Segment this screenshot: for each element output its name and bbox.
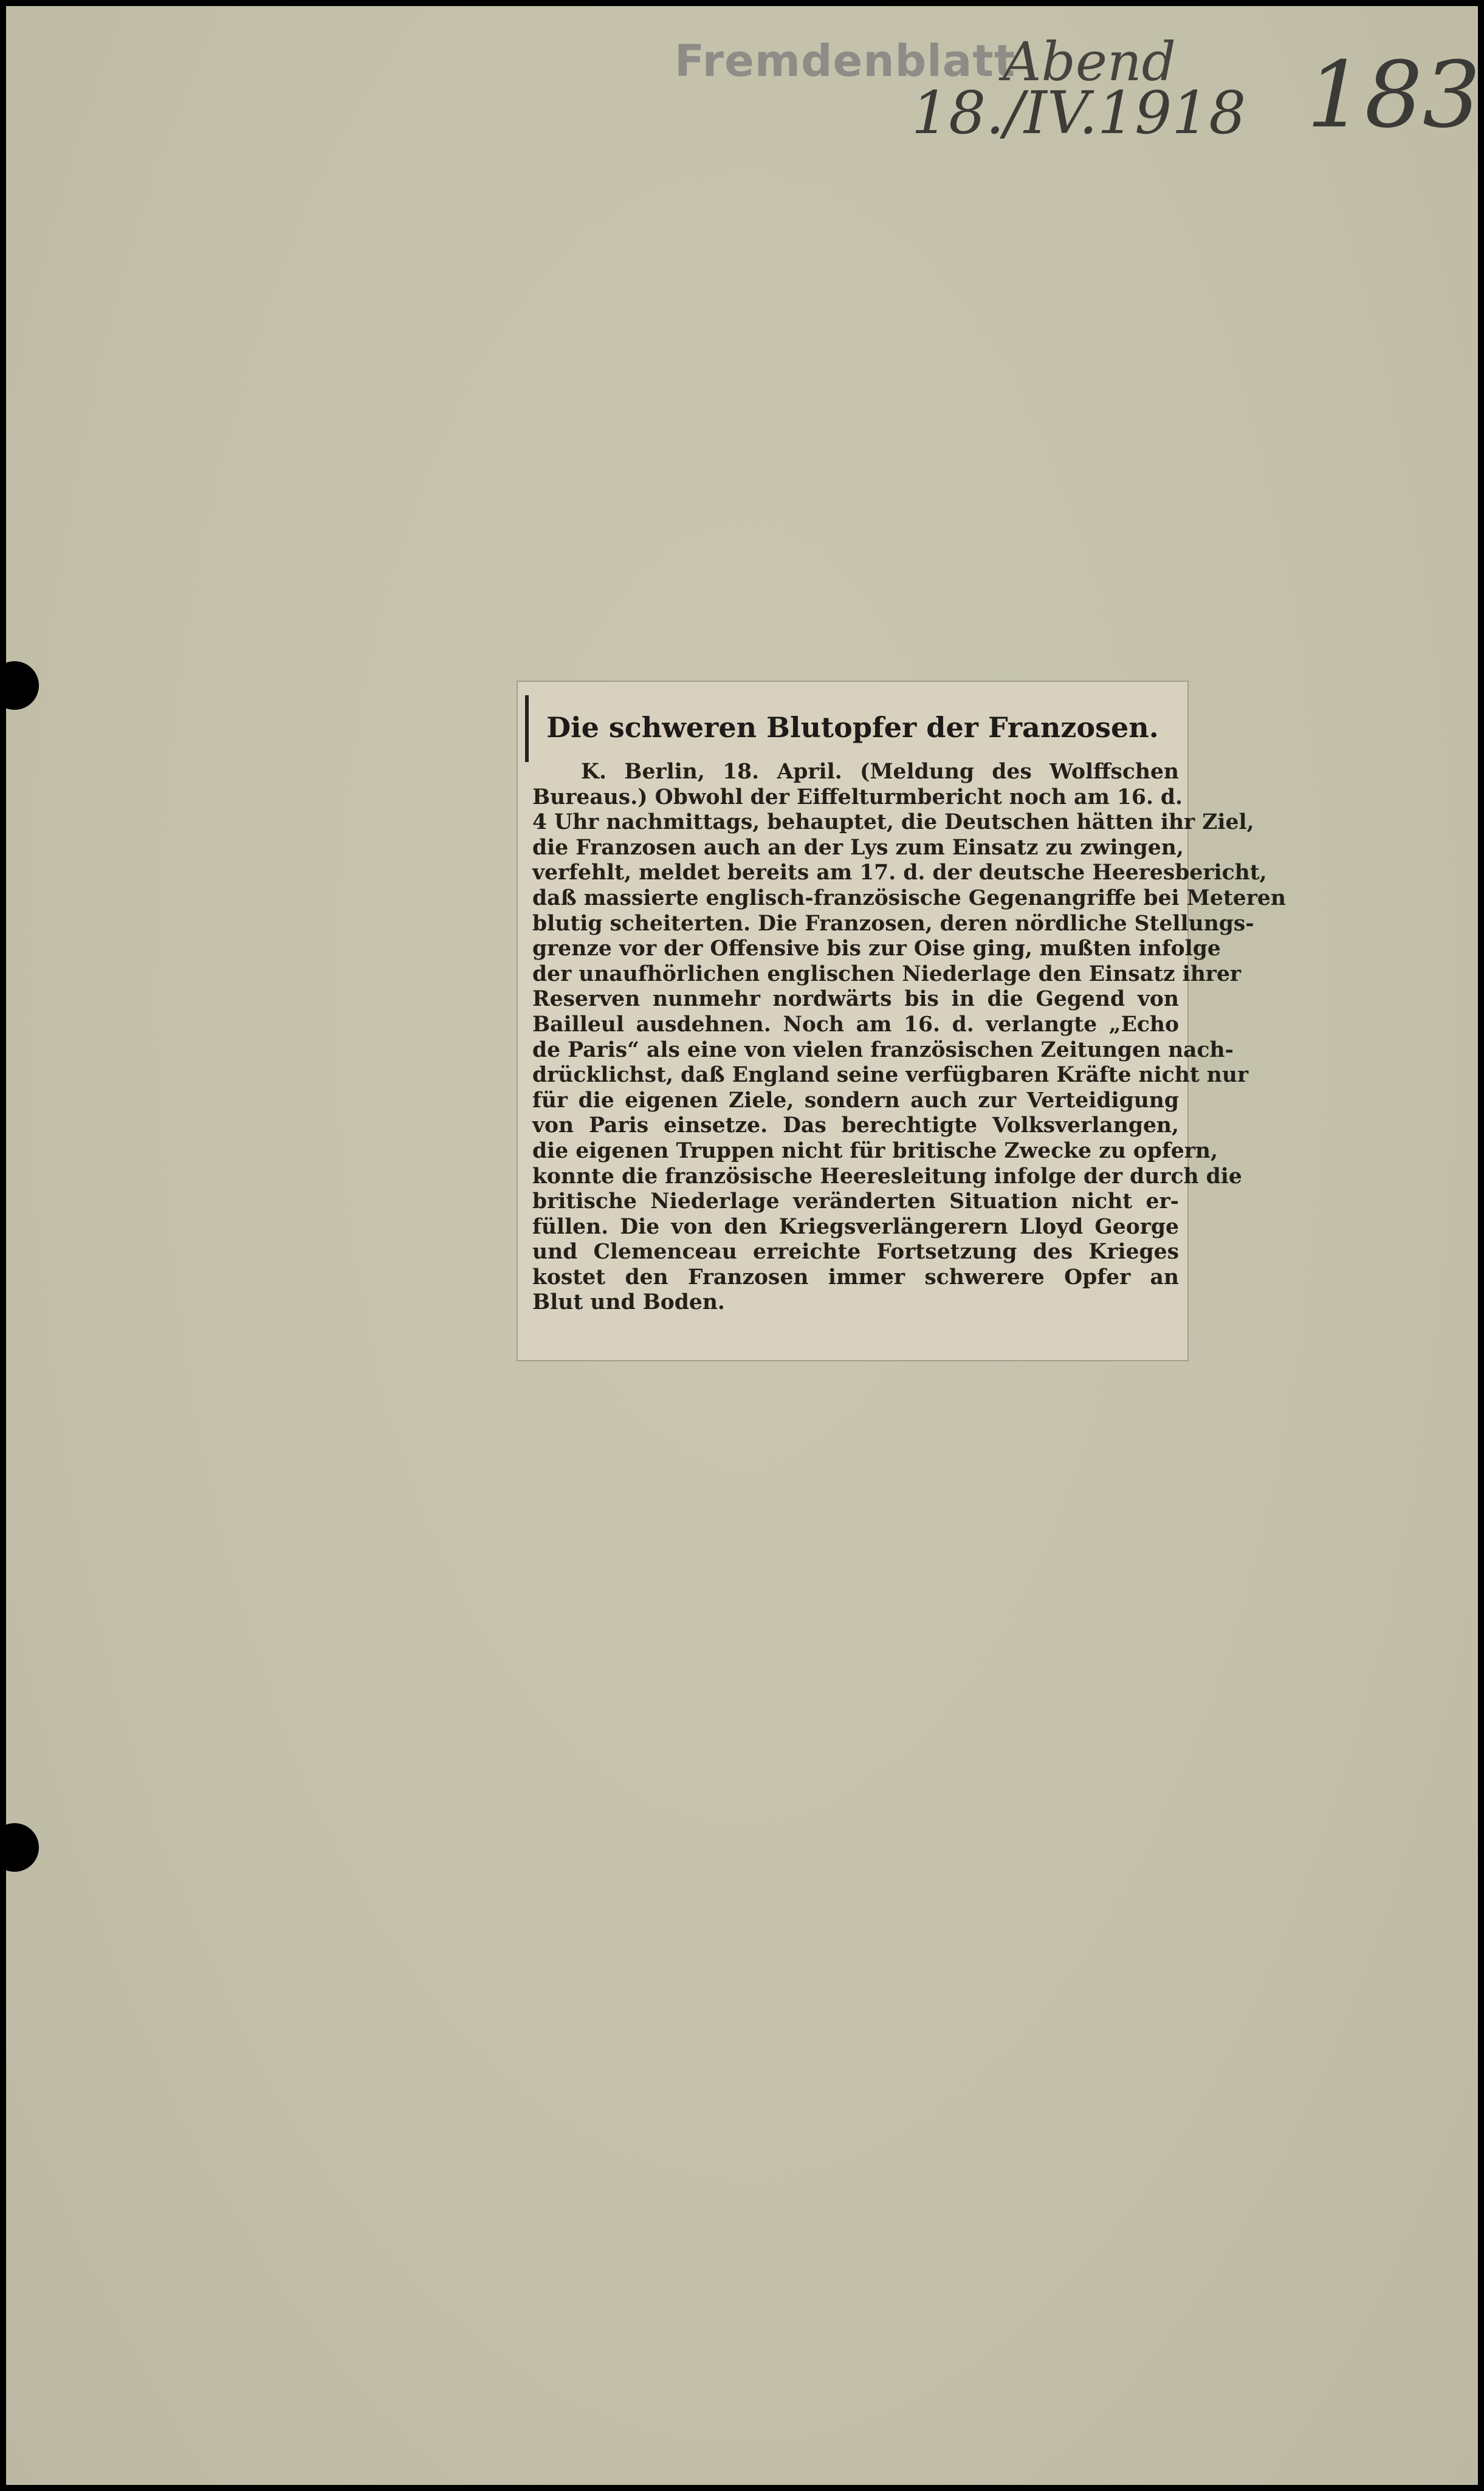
punch-hole [0, 661, 39, 710]
handwritten-edition-note: Abend [1003, 30, 1176, 93]
article-line: kostet den Franzosen immer schwerere Opfer an [532, 1265, 1179, 1290]
article-line: de Paris“ als eine von vielen französischen Zeitungen nach- [532, 1037, 1234, 1062]
article-line: Reserven nunmehr nordwärts bis in die Gegend von [532, 987, 1179, 1012]
article-line: drücklichst, daß England seine verfügbaren Kräfte nicht nur [532, 1063, 1249, 1088]
article-line: K. Berlin, 18. April. (Meldung des Wolffschen [581, 760, 1179, 784]
article-line: daß massierte englisch-französische Gegenangriffe bei Meteren [532, 885, 1286, 910]
article-line: 4 Uhr nachmittags, behauptet, die Deutschen hätten ihr Ziel, [532, 810, 1254, 835]
article-line: der unaufhörlichen englischen Niederlage den Einsatz ihrer [532, 961, 1242, 986]
article-line: Blut und Boden. [532, 1290, 725, 1315]
article-line: grenze vor der Offensive bis zur Oise ging, mußten infolge [532, 936, 1221, 961]
article-line: und Clemenceau erreichte Fortsetzung des Krieges [532, 1240, 1179, 1265]
article-line: konnte die französische Heeresleitung infolge der durch die [532, 1164, 1242, 1189]
article-line: die Franzosen auch an der Lys zum Einsatz zu zwingen, [532, 835, 1184, 860]
punch-hole [0, 1823, 39, 1872]
article-line: blutig scheiterten. Die Franzosen, deren nördliche Stellungs- [532, 911, 1254, 936]
handwritten-page-number: 183 [1307, 43, 1481, 148]
article-line: Bureaus.) Obwohl der Eiffelturmbericht noch am 16. d. [532, 785, 1183, 809]
article-line: Bailleul ausdehnen. Noch am 16. d. verlangte „Echo [532, 1012, 1179, 1037]
clipping-article-body [532, 760, 1286, 1355]
article-line: von Paris einsetze. Das berechtigte Volksverlangen, [532, 1113, 1179, 1138]
newspaper-source-stamp: Fremdenblatt [675, 35, 1016, 86]
archive-sheet [6, 6, 1481, 2485]
article-line: britische Niederlage veränderten Situation nicht er- [532, 1189, 1179, 1214]
clipping-headline: Die schweren Blutopfer der Franzosen. [546, 711, 1159, 744]
article-line: füllen. Die von den Kriegsverlängerern Lloyd George [532, 1214, 1179, 1239]
handwritten-date: 18./IV.1918 [912, 79, 1246, 147]
article-line: verfehlt, meldet bereits am 17. d. der deutsche Heeresbericht, [532, 861, 1267, 885]
article-line: die eigenen Truppen nicht für britische Zwecke zu opfern, [532, 1138, 1218, 1163]
article-line: für die eigenen Ziele, sondern auch zur Verteidigung [532, 1088, 1179, 1113]
newspaper-clipping [517, 681, 1286, 1361]
